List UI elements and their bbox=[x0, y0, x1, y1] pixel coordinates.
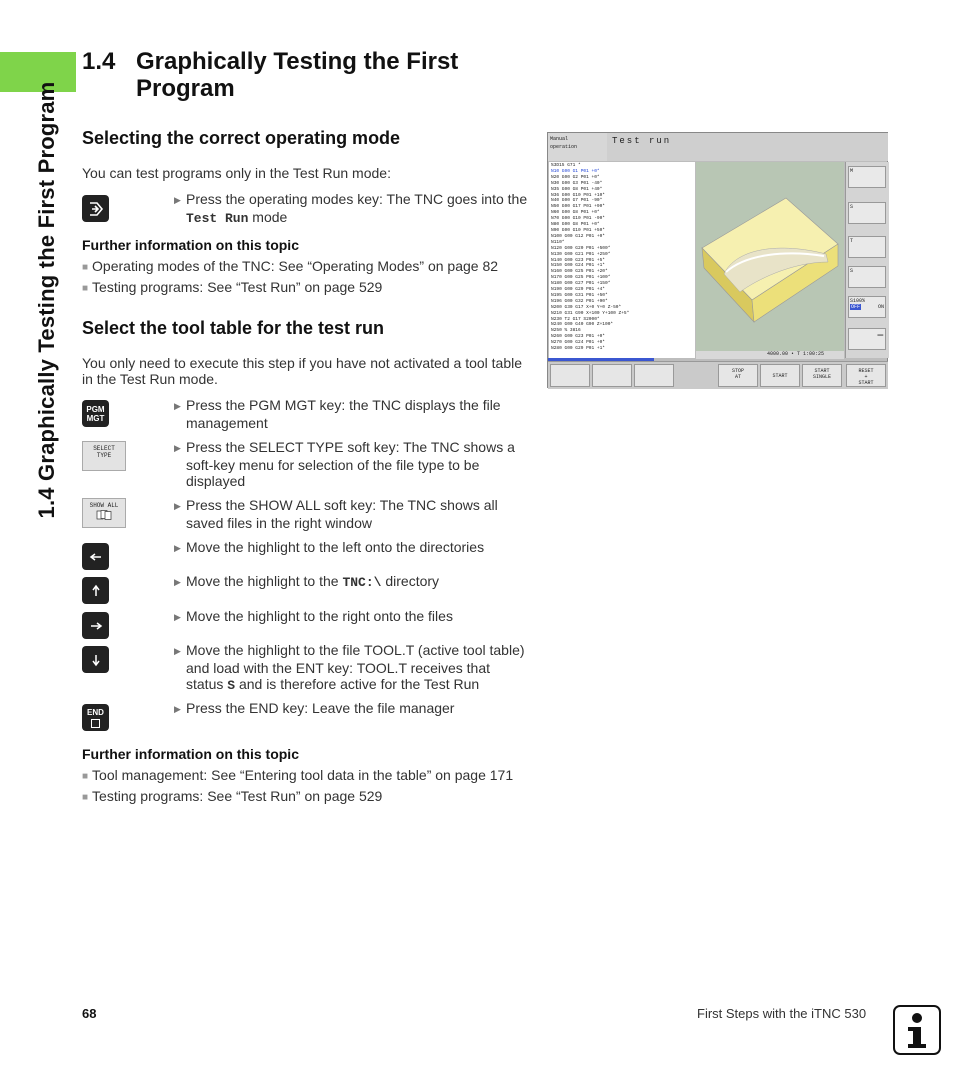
program-line: N240 G00 G40 G90 Z+100* bbox=[551, 322, 614, 328]
page-title bbox=[82, 48, 458, 102]
spindle-softkey[interactable]: S bbox=[848, 202, 886, 224]
bullet-item: ■ Operating modes of the TNC: See “Operating Modes” on page 82 bbox=[82, 258, 498, 274]
files-icon bbox=[96, 510, 112, 520]
mode-label bbox=[548, 133, 607, 161]
program-line: N180 G00 G27 P01 +150* bbox=[551, 281, 611, 287]
m-function-softkey[interactable]: M bbox=[848, 166, 886, 188]
end-key[interactable] bbox=[82, 704, 109, 731]
program-listing bbox=[549, 162, 695, 358]
program-line: N196 G00 G32 P01 +90* bbox=[551, 298, 608, 304]
program-line: N30 G00 G3 P01 -40* bbox=[551, 180, 603, 186]
program-line: N210 G31 G90 X+100 Y+100 Z+5* bbox=[551, 310, 630, 316]
section2-heading: Select the tool table for the test run bbox=[82, 318, 385, 338]
end-key-label: END bbox=[87, 707, 104, 717]
section-number: 1.4 bbox=[82, 48, 116, 75]
further-info-heading-1: Further information on this topic bbox=[82, 237, 299, 253]
step-arrow-down: ▶ Move the highlight to the file TOOL.T (active tool table) and load with the ENT key: TOOL.T receives that status S and is therefore active for the Test Run bbox=[174, 642, 531, 694]
program-line: N50 G00 G17 P01 +90* bbox=[551, 204, 606, 210]
table-softkey[interactable] bbox=[592, 364, 632, 387]
program-line: N170 G00 G25 P01 +100* bbox=[551, 275, 611, 281]
step-arrow-up: ▶ Move the highlight to the TNC:\ directory bbox=[174, 573, 531, 591]
section1-intro: You can test programs only in the Test Run mode: bbox=[82, 165, 391, 181]
title-line2: Program bbox=[136, 75, 235, 102]
program-line: N60 G00 G8 P01 +0* bbox=[551, 210, 600, 216]
pgm-mgt-key[interactable]: PGM MGT bbox=[82, 400, 109, 427]
program-line: N190 G00 G29 P01 +4* bbox=[551, 287, 606, 293]
program-line: N80 G00 G8 P01 +0* bbox=[551, 222, 600, 228]
step-pgm-mgt: ▶ Press the PGM MGT key: the TNC displays the file management bbox=[174, 397, 531, 431]
step-show-all: ▶ Press the SHOW ALL soft key: The TNC shows all saved files in the right window bbox=[174, 497, 531, 531]
program-line: N280 G00 G29 P01 +1* bbox=[551, 346, 606, 352]
side-title: 1.4 Graphically Testing the First Program bbox=[34, 81, 59, 519]
program-line: N130 G00 G21 P01 +250* bbox=[551, 251, 611, 257]
status-bar: 4000.00 • T 1:00:25 bbox=[696, 351, 844, 359]
info-icon bbox=[893, 1005, 941, 1055]
bullet-item: ■ Testing programs: See “Test Run” on page 529 bbox=[82, 279, 382, 295]
program-line: N160 G00 G25 P01 +20* bbox=[551, 269, 608, 275]
section2-intro: You only need to execute this step if you have not activated a tool table in the Test Run mode. bbox=[82, 355, 523, 387]
program-line: N140 G00 G23 P01 +5* bbox=[551, 257, 606, 263]
program-line: N70 G00 G10 P01 -90* bbox=[551, 216, 606, 222]
program-line: N230 T2 G17 S2000* bbox=[551, 316, 600, 322]
override-softkey[interactable] bbox=[848, 296, 886, 318]
program-line: N195 G00 G31 P01 +50* bbox=[551, 292, 608, 298]
arrow-up-key[interactable] bbox=[82, 577, 109, 604]
vertical-softkey-bar bbox=[845, 162, 889, 358]
show-all-softkey[interactable] bbox=[82, 498, 126, 528]
step-operating-mode: ▶ Press the operating modes key: The TNC goes into the Test Run mode bbox=[174, 191, 531, 227]
workpiece-graphic bbox=[696, 162, 844, 351]
arrow-up-icon bbox=[91, 584, 101, 598]
mode-label-line2: operation bbox=[550, 144, 578, 150]
tnc-screenshot bbox=[547, 132, 888, 388]
mode-arrow-icon bbox=[87, 200, 105, 218]
start-single-softkey[interactable]: START SINGLE bbox=[802, 364, 842, 387]
program-line: N260 G00 G23 P01 +0* bbox=[551, 334, 606, 340]
program-line: N20 G00 G2 P01 +0* bbox=[551, 174, 600, 180]
off-label: OFF bbox=[851, 304, 861, 310]
arrow-left-icon bbox=[89, 552, 103, 562]
program-line: N36 G00 G10 P01 +10* bbox=[551, 192, 606, 198]
section1-heading: Selecting the correct operating mode bbox=[82, 128, 401, 148]
reset-start-softkey[interactable]: RESET + START bbox=[846, 364, 886, 387]
step-select-type: ▶ Press the SELECT TYPE soft key: The TNC shows a soft-key menu for selection of the file type to be displayed bbox=[174, 439, 531, 489]
end-square-icon bbox=[91, 719, 100, 728]
show-all-label: SHOW ALL bbox=[89, 502, 119, 509]
arrow-down-key[interactable] bbox=[82, 646, 109, 673]
arrow-left-key[interactable] bbox=[82, 543, 109, 570]
bullet-item: ■ Testing programs: See “Test Run” on page 529 bbox=[82, 788, 382, 804]
select-type-label: SELECT TYPE bbox=[93, 445, 115, 459]
program-line: N120 G00 G20 P01 +500* bbox=[551, 245, 611, 251]
program-line: N90 G00 G10 P01 +50* bbox=[551, 227, 606, 233]
chapter-footer: First Steps with the iTNC 530 bbox=[697, 1006, 867, 1021]
start-softkey[interactable]: START bbox=[760, 364, 800, 387]
spindle-plus-softkey[interactable]: S bbox=[848, 266, 886, 288]
program-line: %3D15 G71 * bbox=[551, 163, 581, 168]
on-label: ON bbox=[877, 304, 884, 310]
program-line: N40 G00 G7 P01 -90* bbox=[551, 198, 603, 204]
step-arrow-left: ▶ Move the highlight to the left onto the directories bbox=[174, 539, 531, 557]
program-line: N200 G30 G17 X+0 Y+0 Z-50* bbox=[551, 304, 622, 310]
page-number: 68 bbox=[82, 1006, 97, 1021]
further-info-heading-2: Further information on this topic bbox=[82, 746, 299, 762]
stop-at-softkey[interactable]: STOP AT bbox=[718, 364, 758, 387]
program-line: N270 G00 G24 P01 +0* bbox=[551, 340, 606, 346]
tool-softkey[interactable]: T bbox=[848, 236, 886, 258]
program-line: N250 % 3816 bbox=[551, 328, 581, 334]
workpiece-3d-icon bbox=[696, 162, 844, 351]
select-type-softkey[interactable] bbox=[82, 441, 126, 471]
program-line: N100 G00 G12 P01 +0* bbox=[551, 233, 606, 239]
program-line: N110* bbox=[551, 239, 565, 245]
bullet-item: ■ Tool management: See “Entering tool data in the table” on page 171 bbox=[82, 767, 513, 783]
override-label: S100% bbox=[850, 298, 866, 304]
blank-softkey[interactable] bbox=[550, 364, 590, 387]
step-end: ▶ Press the END key: Leave the file manager bbox=[174, 700, 531, 718]
program-line: N150 G00 G24 P01 +1* bbox=[551, 263, 606, 269]
spindle-minus-softkey[interactable] bbox=[848, 328, 886, 350]
mode-label-line1: Manual bbox=[550, 136, 569, 142]
minus-icon: − bbox=[876, 329, 884, 343]
program-line: N35 G00 G8 P01 +40* bbox=[551, 186, 603, 192]
title-line1: Graphically Testing the First bbox=[136, 48, 459, 75]
arrow-right-key[interactable] bbox=[82, 612, 109, 639]
test-run-header: Test run bbox=[607, 133, 888, 161]
arrow-right-icon bbox=[89, 621, 103, 631]
horizontal-softkey-bar bbox=[548, 361, 888, 389]
program-line: N10 G00 G1 P01 +0* bbox=[551, 168, 600, 174]
operating-mode-key[interactable] bbox=[82, 195, 109, 222]
step-arrow-right: ▶ Move the highlight to the right onto the files bbox=[174, 608, 531, 626]
workpiece-softkey[interactable] bbox=[634, 364, 674, 387]
arrow-down-icon bbox=[91, 653, 101, 667]
